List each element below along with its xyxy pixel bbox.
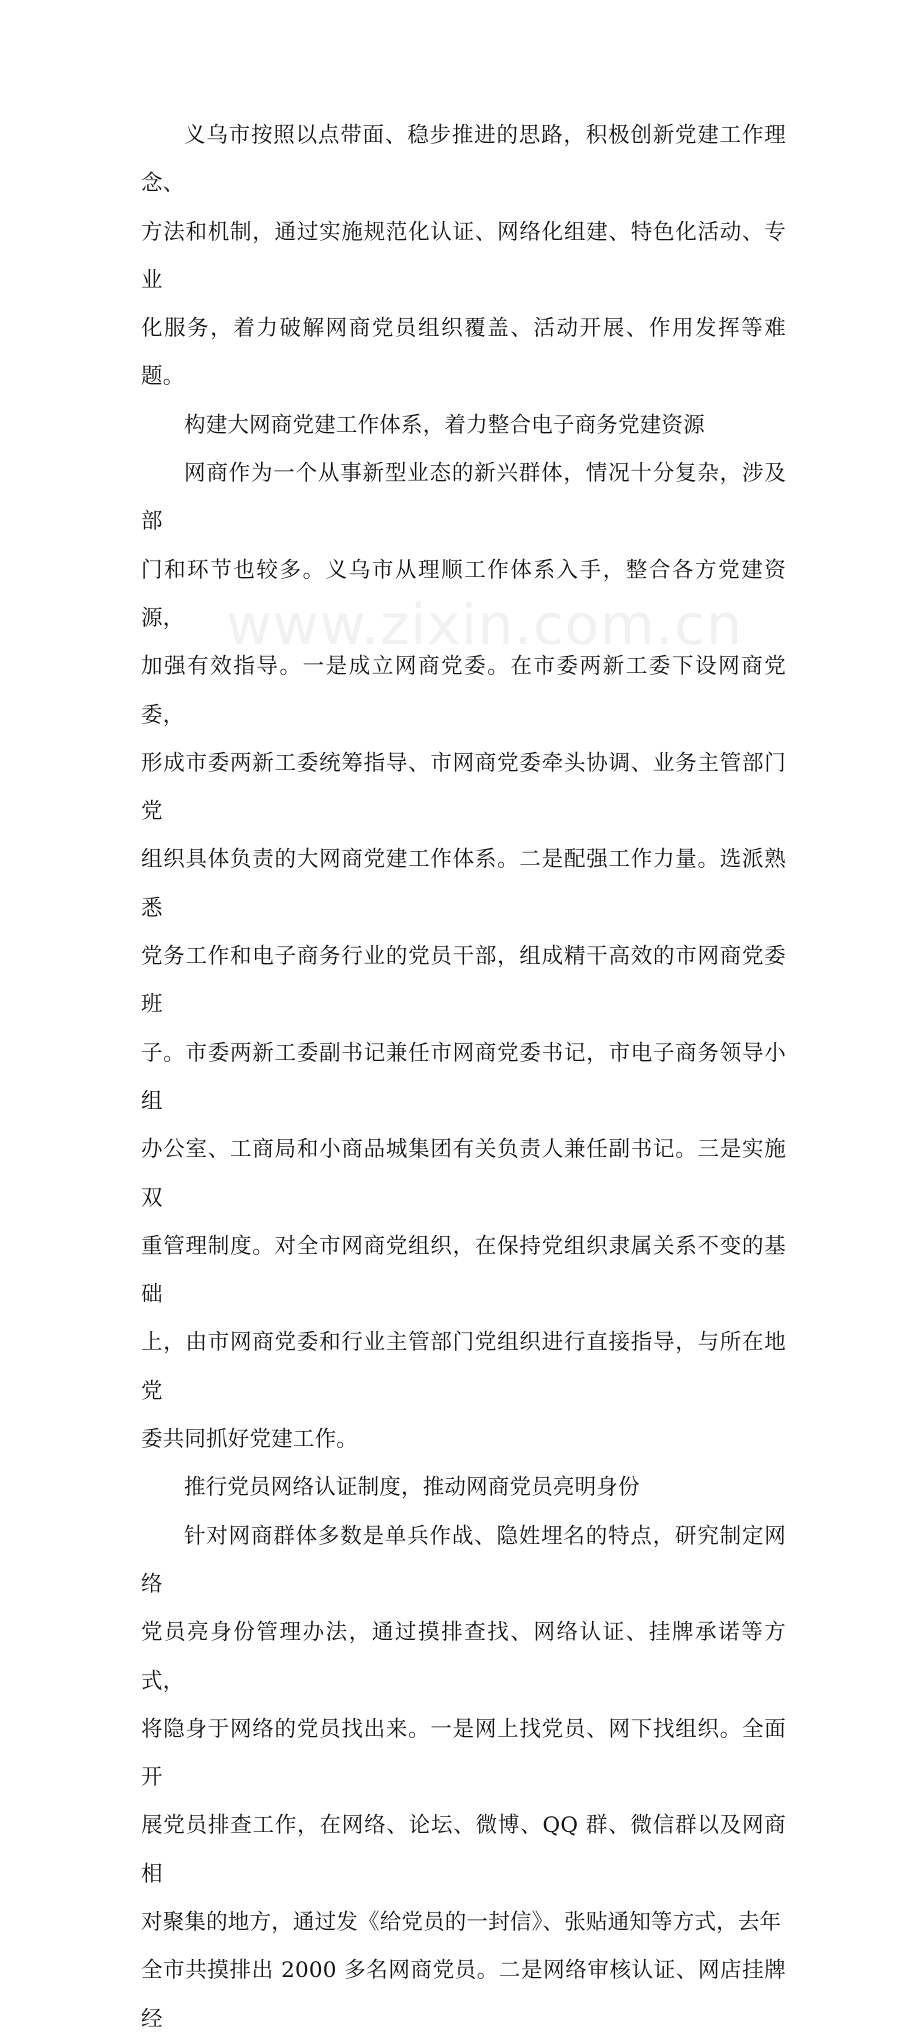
- paragraph-section-2: 针对网商群体多数是单兵作战、隐姓埋名的特点，研究制定网络 党员亮身份管理办法，通过摸排查找、网络认证、挂牌承诺等方式， 将隐身于网络的党员找出来。一是网上找党员、网下找组织。全面开 展党员排查工作，在网络、论坛、微博、QQ 群、微信群以及网商相 对聚集的地方，通过发《给党员的一封信》、张贴通知等方式，去年 全市共摸排出 2000 多名网商党员。二是网络审核认证、网店挂牌经: [141, 1523, 786, 2032]
- watermark: www.zixin.com.cn: [226, 593, 743, 658]
- paragraph-section-1: 网商作为一个从事新型业态的新兴群体，情况十分复杂，涉及部 门和环节也较多。义乌市从理顺工作体系入手，整合各方党建资源， 加强有效指导。一是成立网商党委。在市委两新工委下设网商党委， 形成市委两新工委统筹指导、市网商党委牵头协调、业务主管部门党 组织具体负责的大网商党建工作体系。二是配强工作力量。选派熟悉 党务工作和电子商务行业的党员干部，组成精干高效的市网商党委班 子。市委两新工委副书记兼任市网商党委书记，市电子商务领导小组 办公室、工商局和小商品城集团有关负责人兼任副书记。三是实施双 重管理制度。对全市网商党组织，在保持党组织隶属关系不变的基础 上，由市网商党委和行业主管部门党组织进行直接指导，与所在地党 委共同抓好党建工作。: [141, 461, 786, 1453]
- section-heading-2: 推行党员网络认证制度，推动网商党员亮明身份: [184, 1475, 640, 1501]
- section-heading-1: 构建大网商党建工作体系，着力整合电子商务党建资源: [184, 412, 705, 438]
- paragraph-intro: 义乌市按照以点带面、稳步推进的思路，积极创新党建工作理念、 方法和机制，通过实施规范化认证、网络化组建、特色化活动、专业 化服务，着力破解网商党员组织覆盖、活动开展、作用发挥等难题。: [141, 123, 786, 390]
- document-body: [141, 112, 786, 2044]
